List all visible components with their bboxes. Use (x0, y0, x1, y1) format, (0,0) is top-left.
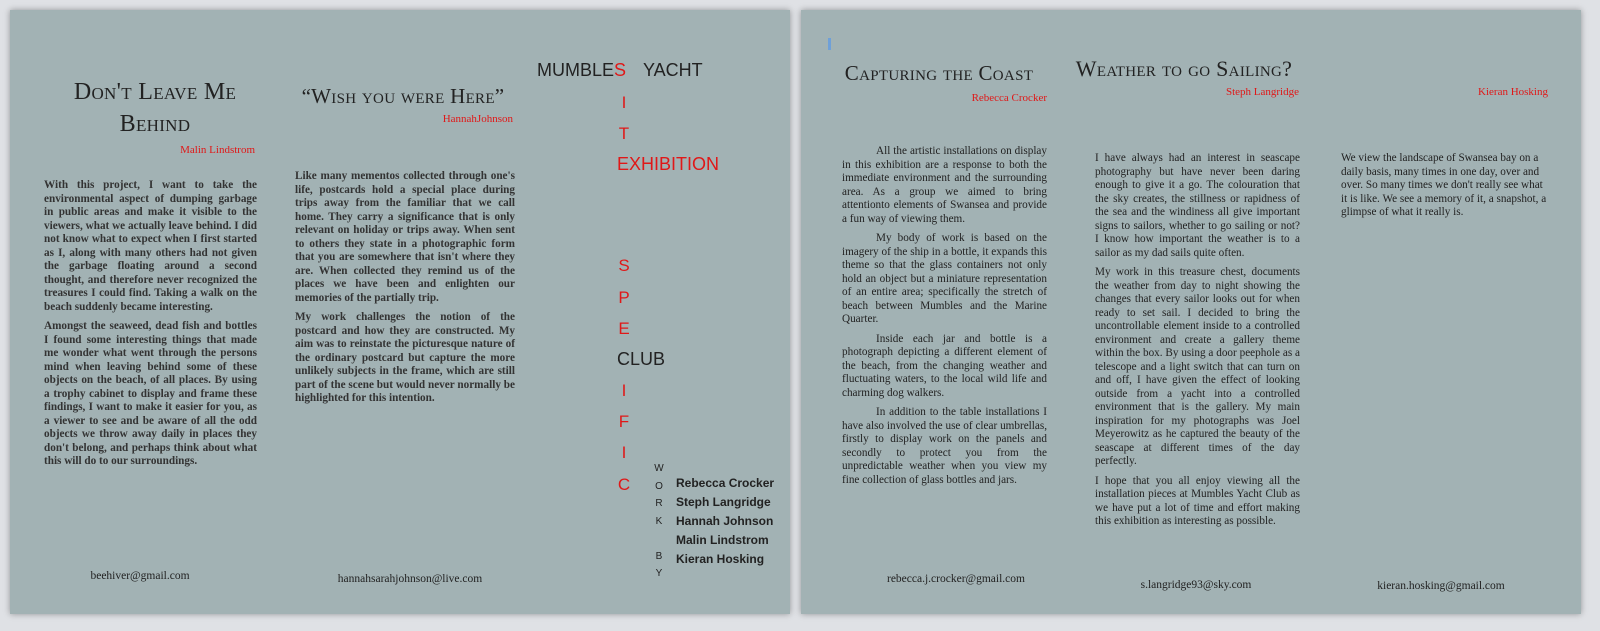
poster-letter: T (618, 124, 630, 143)
poster-word-mumbles (537, 60, 626, 81)
contact-email: kieran.hosking@gmail.com (1377, 580, 1505, 592)
poster-workby-letter: Y (655, 568, 663, 579)
article-body (1095, 152, 1300, 535)
article-paragraph: My work in this treasure chest, documents the weather from day to night showing the changes that every sailor looks out for when ready to set sail. I decided to bring the uncontrollable element inside to a controlled environment and create a gallery theme within the box. By using a door peephole as a telescope and a light switch that can turn on and off, I have given the effect of looking outside from a yacht into a controlled environment that is the gallery. My main inspiration for my photographs was Joel Meyerowitz as he captured the beauty of the seascape at different times of the day perfectly. (1095, 266, 1300, 467)
poster-workby-letter: W (654, 463, 664, 474)
article-author: Rebecca Crocker (971, 92, 1047, 104)
article-paragraph: With this project, I want to take the environmental aspect of dumping garbage in public areas and make it visible to the viewers, what we actually leave behind. I did not know what to expect when I first started as I, along with many others had not given the garbage floating around a second thought, and therefore never recognized the treasures I could find. Taking a walk on the beach suddenly became interesting. (44, 179, 257, 313)
artist-name: Kieran Hosking (676, 552, 765, 566)
poster-letter: P (618, 288, 630, 307)
poster-word-yacht: YACHT (643, 60, 703, 80)
article-paragraph: My work challenges the notion of the postcard and how they are constructed. My aim was to reinstate the picturesque nature of the ordinary postcard but capture the more unlikely subjects in the frame, which are still part of the scene but would never normally be highlighted for this intention. (295, 311, 515, 404)
poster-letter: I (621, 443, 627, 462)
artist-names (676, 474, 786, 569)
poster-letter: F (618, 412, 630, 431)
poster-workby-letter: R (655, 498, 663, 509)
article-title: Capturing the Coast (844, 61, 1034, 85)
poster-site-s: S (614, 60, 627, 80)
artist-name: Rebecca Crocker (676, 476, 775, 490)
contact-email: rebecca.j.crocker@gmail.com (887, 573, 1025, 585)
artist-name: Hannah Johnson (676, 514, 774, 528)
poster-letter: I (621, 93, 627, 112)
article-title: “Wish you were Here” (301, 84, 505, 108)
poster-workby-letter: B (655, 551, 663, 562)
article-title: Don't Leave Me Behind (73, 79, 237, 137)
poster-workby-letter: K (655, 516, 663, 527)
poster-letter: S (618, 256, 630, 275)
poster-exhibition-rest: XHIBITION (629, 154, 720, 174)
contact-email: s.langridge93@sky.com (1140, 579, 1252, 591)
artist-name: Steph Langridge (676, 495, 771, 509)
article-paragraph: In addition to the table installations I have also involved the use of clear umbrellas, firstly to display work on the panels and secondly to protect you from the unpredictable weather when you view my fine collection of glass bottles and jars. (842, 406, 1047, 486)
article-author: Malin Lindstrom (180, 144, 255, 156)
article-body (1341, 152, 1548, 226)
article-author: HannahJohnson (442, 113, 513, 125)
article-paragraph: Inside each jar and bottle is a photograph depicting a different element of the beach, from the changing weather and fluctuating waters, to the local wild life and charming dog walkers. (842, 332, 1047, 399)
poster-mumbles-text: MUMBLE (537, 60, 615, 80)
contact-email: hannahsarahjohnson@live.com (337, 573, 483, 585)
poster-letter: E (618, 319, 630, 338)
article-author: Kieran Hosking (1478, 86, 1548, 98)
poster-word-club: CLUB (617, 349, 666, 369)
article-paragraph: My body of work is based on the imagery of the ship in a bottle, it expands this theme so that the glass containers not only hold an object but a miniature representation of an entire area; specifically the stretch of beach between Mumbles and the Marine Quarter. (842, 232, 1047, 325)
article-body (44, 179, 257, 475)
article-paragraph: I have always had an interest in seascape photography but have never been daring enough to give it a go. The colouration that the sky creates, the stillness or rapidness of the sea and the windiness all give important signs to sailors, whether to go sailing or not? I know how important the weather is to a sailor as my dad sails quite often. (1095, 152, 1300, 259)
article-paragraph: Amongst the seaweed, dead fish and bottles I found some interesting things that made me wonder what went through the persons mind when leaving behind some of these objects on the beach, of all places. By using a trophy cabinet to display and frame these findings, I want to make it easier for you, as a viewer to see and be aware of all the odd objects we throw away daily in places they don't belong, and perhaps think about what this will do to our surroundings. (44, 320, 257, 467)
article-paragraph: We view the landscape of Swansea bay on a daily basis, many times in one day, over and over. So many times we don't really see what it is like. We see a memory of it, a snapshot, a glimpse of what it really is. (1341, 152, 1547, 218)
brochure-page-left (10, 10, 790, 614)
article-paragraph: I hope that you all enjoy viewing all the installation pieces at Mumbles Yacht Club as we have put a lot of time and effort making this exhibition as interesting as possible. (1095, 474, 1300, 527)
poster-letter: C (617, 475, 631, 494)
poster-exhibition-e: E (617, 154, 630, 174)
artist-name: Malin Lindstrom (676, 533, 769, 547)
article-title: Weather to go Sailing? (1075, 56, 1293, 81)
article-body (295, 170, 515, 412)
article-author: Steph Langridge (1225, 86, 1299, 98)
article-paragraph: All the artistic installations on display in this exhibition are a response to both the immediate environment and the surrounding area. As a group we aimed to bring attentionto elements of Swansea and provide a fun way of viewing them. (842, 145, 1047, 225)
poster-word-exhibition (617, 154, 719, 175)
poster-workby-letter: O (655, 481, 663, 492)
article-body (842, 145, 1047, 493)
contact-email: beehiver@gmail.com (90, 570, 190, 582)
brochure-page-right (801, 10, 1581, 614)
text-cursor (828, 38, 831, 50)
poster-letter: I (621, 381, 627, 400)
article-paragraph: Like many mementos collected through one's life, postcards hold a special place during trips away from the familiar that we call home. They carry a significance that is only relevant on holiday or trips away. When sent to others they state in a photographic form that you are somewhere that isn't where they are. When collected they remind us of the places we have been and enlighten our memories of the partially trip. (295, 170, 515, 304)
